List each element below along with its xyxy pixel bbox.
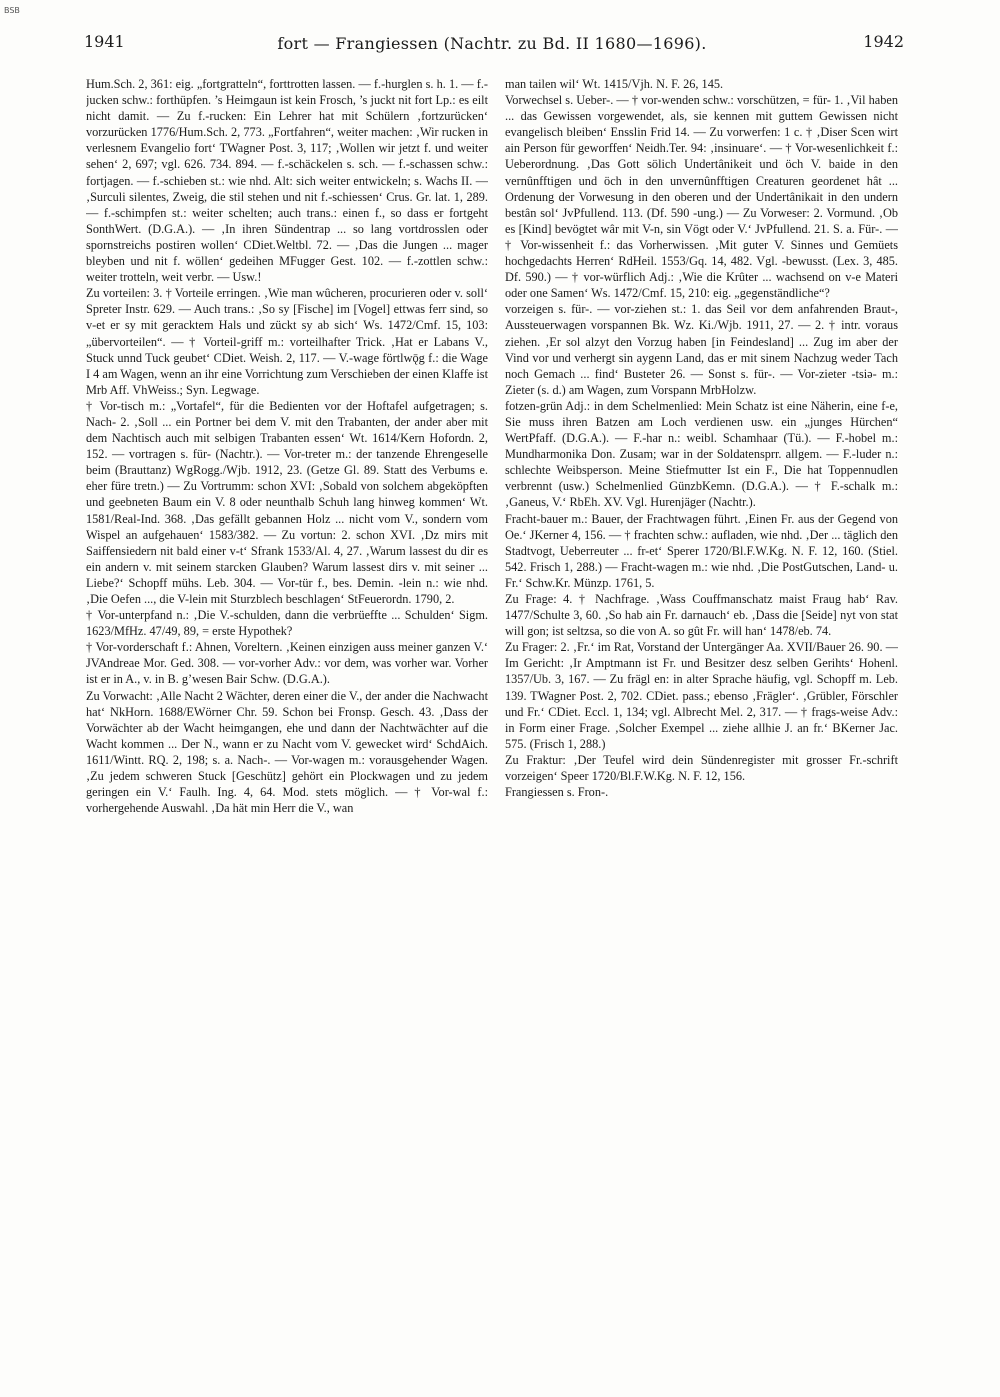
page-header <box>84 30 904 60</box>
entry-paragraph: man tailen wil‘ Wt. 1415/Vjh. N. F. 26, 145. <box>505 77 724 91</box>
entry-paragraph: Fracht-bauer m.: Bauer, der Frachtwagen führt. ‚Einen Fr. aus der Gegend von Oe.‘ JKerner 4, 156. — † frachten schw.: aufladen, wie nhd. ‚Der ... täglich den Stadtvogt, Ueberreuter ... fr-et‘ Sperer 1720/Bl.F.W.Kg. N. F. 12, 160. (Stiel. 542. Frisch 1, 288.) — Fracht-wagen m.: wie nhd. ‚Die PostGutschen, Land- u. Fr.‘ Schw.Kr. Münzp. 1761, 5. <box>505 511 898 590</box>
entry-paragraph: † Vor-tisch m.: „Vortafel“, für die Bedienten vor der Hoftafel aufgetragen; s. Nach- 2. ‚Soll ... ein Portner bei dem V. mit den Trabanten, der ander aber mit dem Nachtisch auch mit selbigen Trabanten essen‘ Wt. 1614/Kern Hofordn. 2, 152. — vortragen s. für- (Nachtr.). — Vor-treter m.: der tanzende Ehrengeselle beim (Brauttanz) WgRogg./Wjb. 1912, 23. (Getze Gl. 89. Statt des Verbums e. eher füre tretn.) — Zu Vortrumm: schon XVI: ‚Sobald von solchem abgeköpften und geebneten Baum ein V. 8 oder neunthalb Schuh lang hinweg kommen‘ Wt. 1581/Real-Ind. 368. ‚Das gefällt gebannen Holz ... nicht vom V., sondern vom Wispel an aufgehauen‘ 1583/382. — Zu vortun: 2. schon XVI. ‚Dz mirs mit Saiffensiedern nit bald einer v-t‘ Sfrank 1533/Al. 4, 27. ‚Warum lassest du dir es ein andern v. mit seinem starcken Glauben? Warum lassest dirs v. mit seiner ... Liebe?‘ Schopff mühs. Leb. 304. — Vor-tür f., bes. Demin. -lein n.: wie nhd. ‚Die Oefen ..., die V-lein mit Sturzblech beschlagen‘ StFeuerordn. 1790, 2. <box>86 398 488 606</box>
left-column <box>86 76 488 1266</box>
entry-paragraph: Zu Fraktur: ‚Der Teufel wird dein Sündenregister mit grosser Fr.-schrift vorzeigen‘ Speer 1720/Bl.F.W.Kg. N. F. 12, 156. <box>505 752 898 784</box>
page-number-left: 1941 <box>84 32 125 51</box>
library-mark: BSB <box>4 6 20 15</box>
entry-paragraph: Vorwechsel s. Ueber-. — † vor-wenden schw.: vorschützen, = für- 1. ‚Vil haben ... das Gewissen vorgewendet, als, sie kennen mit guttem Gewissen nicht evangelisch bleiben‘ Ensslin Frid 14. — Zu vorwerfen: 1 c. † ‚Diser Scen wirt ain Person für geworffen‘ Neidh.Ter. 94: ‚insinuare‘. — † Vor-wesenlichkeit f.: Ueberordnung. ‚Das Gott sölich Undertânikeit und öch V. baide in den vernûnfftigen und öch in den unvernûnfftigen Creaturen geordenet hât ... Ordenung der Vorwesung in den oberen und der Undertânikait in den undern bestân sol‘ JvPfullend. 113. (Df. 590 -ung.) — Zu Vorweser: 2. Vormund. ‚Ob es [Kind] bevögtet wâr mit V-n, sin Vögt oder V.‘ JvPfullend. 21. S. a. Für-. — † Vor-wissenheit f.: das Vorherwissen. ‚Mit guter V. Sinnes und Gemüets hochgedachts Herren‘ RdHeil. 1553/Gq. 14, 482. Vgl. -bewusst. (Lex. 3, 485. Df. 590.) — † vor-würflich Adj.: ‚Wie die Krûter ... wachsend on v-e Materi oder one Samen‘ Ws. 1472/Cmf. 15, 210: eig. „gegenständliche“? <box>505 93 898 301</box>
running-title: fort — Frangiessen (Nachtr. zu Bd. II 1680—1696). <box>277 34 707 53</box>
entry-paragraph: Frangiessen s. Fron-. <box>505 785 609 800</box>
entry-paragraph: † Vor-unterpfand n.: ‚Die V.-schulden, dann die verbrüeffte ... Schulden‘ Sigm. 1623/MfHz. 47/49, 89, = erste Hypothek? <box>86 608 488 639</box>
entry-paragraph: † Vor-vorderschaft f.: Ahnen, Voreltern. ‚Keinen einzigen auss meiner ganzen V.‘ JVAndreae Mor. Ged. 308. — vor-vorher Adv.: vor dem, was vorher war. Vorher ist er in A., v. in B. g’wesen Bair Schw. (D.G.A.). <box>86 640 488 687</box>
right-column <box>505 76 898 1248</box>
page-number-right: 1942 <box>863 32 904 51</box>
entry-paragraph: Zu Frage: 4. † Nachfrage. ‚Wass Couffmanschatz maist Fraug hab‘ Rav. 1477/Schulte 3, 60. ‚So hab ain Fr. darnauch‘ eb. ‚Dass die [Seide] nyt von stat will gon; ist seltzsa, so die von A. so gût Fr. will han‘ 1478/eb. 74. <box>505 592 898 639</box>
entry-paragraph: fotzen-grün Adj.: in dem Schelmenlied: Mein Schatz ist eine Näherin, eine f-e, Sie muss ihren Batzen am Loch verdienen usw. ein „junges Hürchen“ WertPfaff. (D.G.A.). — F.-har n.: weibl. Schamhaar (Tü.). — F.-hobel m.: Mundharmonika Don. Zusam; war in der Soldatensprr. allgem. — F.-luder n.: schlechte Weibsperson. Meine Stiefmutter Ist ein F., Die hat Toppennudlen verbrennt (usw.) Schelmenlied GünzbKemn. (D.G.A.). — † F.-schalk m.: ‚Ganeus, V.‘ RbEh. XV. Vgl. Hurenjäger (Nachtr.). <box>505 398 898 510</box>
entry-paragraph: Zu vorteilen: 3. † Vorteile erringen. ‚Wie man wûcheren, procurieren oder v. soll‘ Spreter Instr. 629. — Auch trans.: ‚So sy [Fische] im [Vogel] ettwas ferr sind, so v-et er sy mit geracktem Hals und zückt sy ab sich‘ Ws. 1472/Cmf. 15, 103: „übervorteilen“. — † Vorteil-griff m.: vorteilhafter Trick. ‚Hat er Labans V., Stuck unnd Tuck geubet‘ CDiet. Weish. 2, 117. — V.-wage förtlwǭg f.: die Wage I 4 am Wagen, wenn an ihr eine Vorrichtung zum Verschieben der einen Klaffe ist Mrb Aff. VhWeiss.; Syn. Legwage. <box>86 286 488 397</box>
entry-paragraph: Zu Frager: 2. ‚Fr.‘ im Rat, Vorstand der Untergänger Aa. XVII/Bauer 26. 90. — Im Gericht: ‚Ir Amptmann ist Fr. und Besitzer desz selben Gerihts‘ Hohenl. 1357/Ub. 3, 167. — Zu frägl en: in alter Sprache häufig, vgl. Schopff m. Leb. 139. TWagner Post. 2, 702. CDiet. pass.; ebenso ‚Frägler‘. ‚Grübler, Förschler und Fr.‘ CDiet. Eccl. 1, 134; vgl. Albrecht Mel. 2, 317. — † frags-weise Adv.: in Form einer Frage. ‚Solcher Exempel ... ziehe allhie J. an fr.‘ BKerner Jac. 575. (Frisch 1, 288.) <box>505 640 898 751</box>
entry-paragraph: Hum.Sch. 2, 361: eig. „fortgratteln“, forttrotten lassen. — f.-hurglen s. h. 1. — f.-jucken schw.: forthüpfen. ’s Heimgaun ist kein Frosch, ’s juckt nit fort Lp.: es eilt nicht damit. — Zu f.-rucken: Ein Lehrer hat mit Schülern ‚fortzurücken‘ vorzurücken 1776/Hum.Sch. 2, 773. „Fortfahren“, weiter machen: ‚Wir rucken in verlesnem Evangelio fort‘ TWagner Post. 3, 117; ‚Wollen wir jetzt f. und weiter sehen‘ 2, 697; vgl. 626. 734. 894. — f.-schäckelen s. sch. — f.-schassen schw.: fortjagen. — f.-schieben st.: wie nhd. Alt: sich weiter entwickeln; s. Wachs II. — ‚Surculi silentes, Zweig, die stil stehen und nit f.-schiessen‘ Crus. Gr. lat. 1, 289. — f.-schimpfen st.: weiter schelten; auch trans.: einen f., so dass er fortgeht SonthWert. (D.G.A.). — ‚In ihren Sündentrap ... so lang vortdrosslen oder spornstreichs postiren wollen‘ CDiet.Weltbl. 72. — ‚Das die Jungen ... mager bleyben und nit f. wöllen‘ gedeihen MFugger Gest. 102. — f.-zottlen schw.: weiter trotteln, weit verbr. — Usw.! <box>86 77 488 285</box>
entry-paragraph: vorzeigen s. für-. — vor-ziehen st.: 1. das Seil vor dem anfahrenden Braut-, Aussteuerwagen vorspannen Bk. Wz. Ki./Wjb. 1911, 27. — 2. † intr. voraus ziehen. ‚Er sol alzyt den Vorzug haben [in Feindesland] ... Zug im aber der Vind vor und verhergt sin aygenn Land, das er mit sinem Nachzug weder Tach noch Gemach ... find‘ Busteter 26. — Sonst s. für-. — Vor-zieter -tsiə- m.: Zieter (s. d.) am Wagen, zum Vorspann MrbHolzw. <box>505 302 898 397</box>
entry-paragraph: Zu Vorwacht: ‚Alle Nacht 2 Wächter, deren einer die V., der ander die Nachwacht hat‘ NkHorn. 1688/EWörner Chr. 59. Schon bei Fronsp. Gesch. 43. ‚Dass der Vorwächter ab der Wacht heimgangen, ehe und dann der Nachtwächter auf die Wacht kommen ... Der N., wann er zu Nacht vom V. gewecket wird‘ SchdAich. 1611/Wintt. RQ. 2, 198; s. a. Nach-. — Vor-wagen m.: vorausgehender Wagen. ‚Zu jedem schweren Stuck [Geschütz] gehört ein Plockwagen und zu jedem geringen ein V.‘ Faulh. Ing. 4, 64. Mod. stets möglich. — † Vor-wal f.: vorhergehende Auswahl. ‚Da hät min Herr die V., wan <box>86 688 488 816</box>
